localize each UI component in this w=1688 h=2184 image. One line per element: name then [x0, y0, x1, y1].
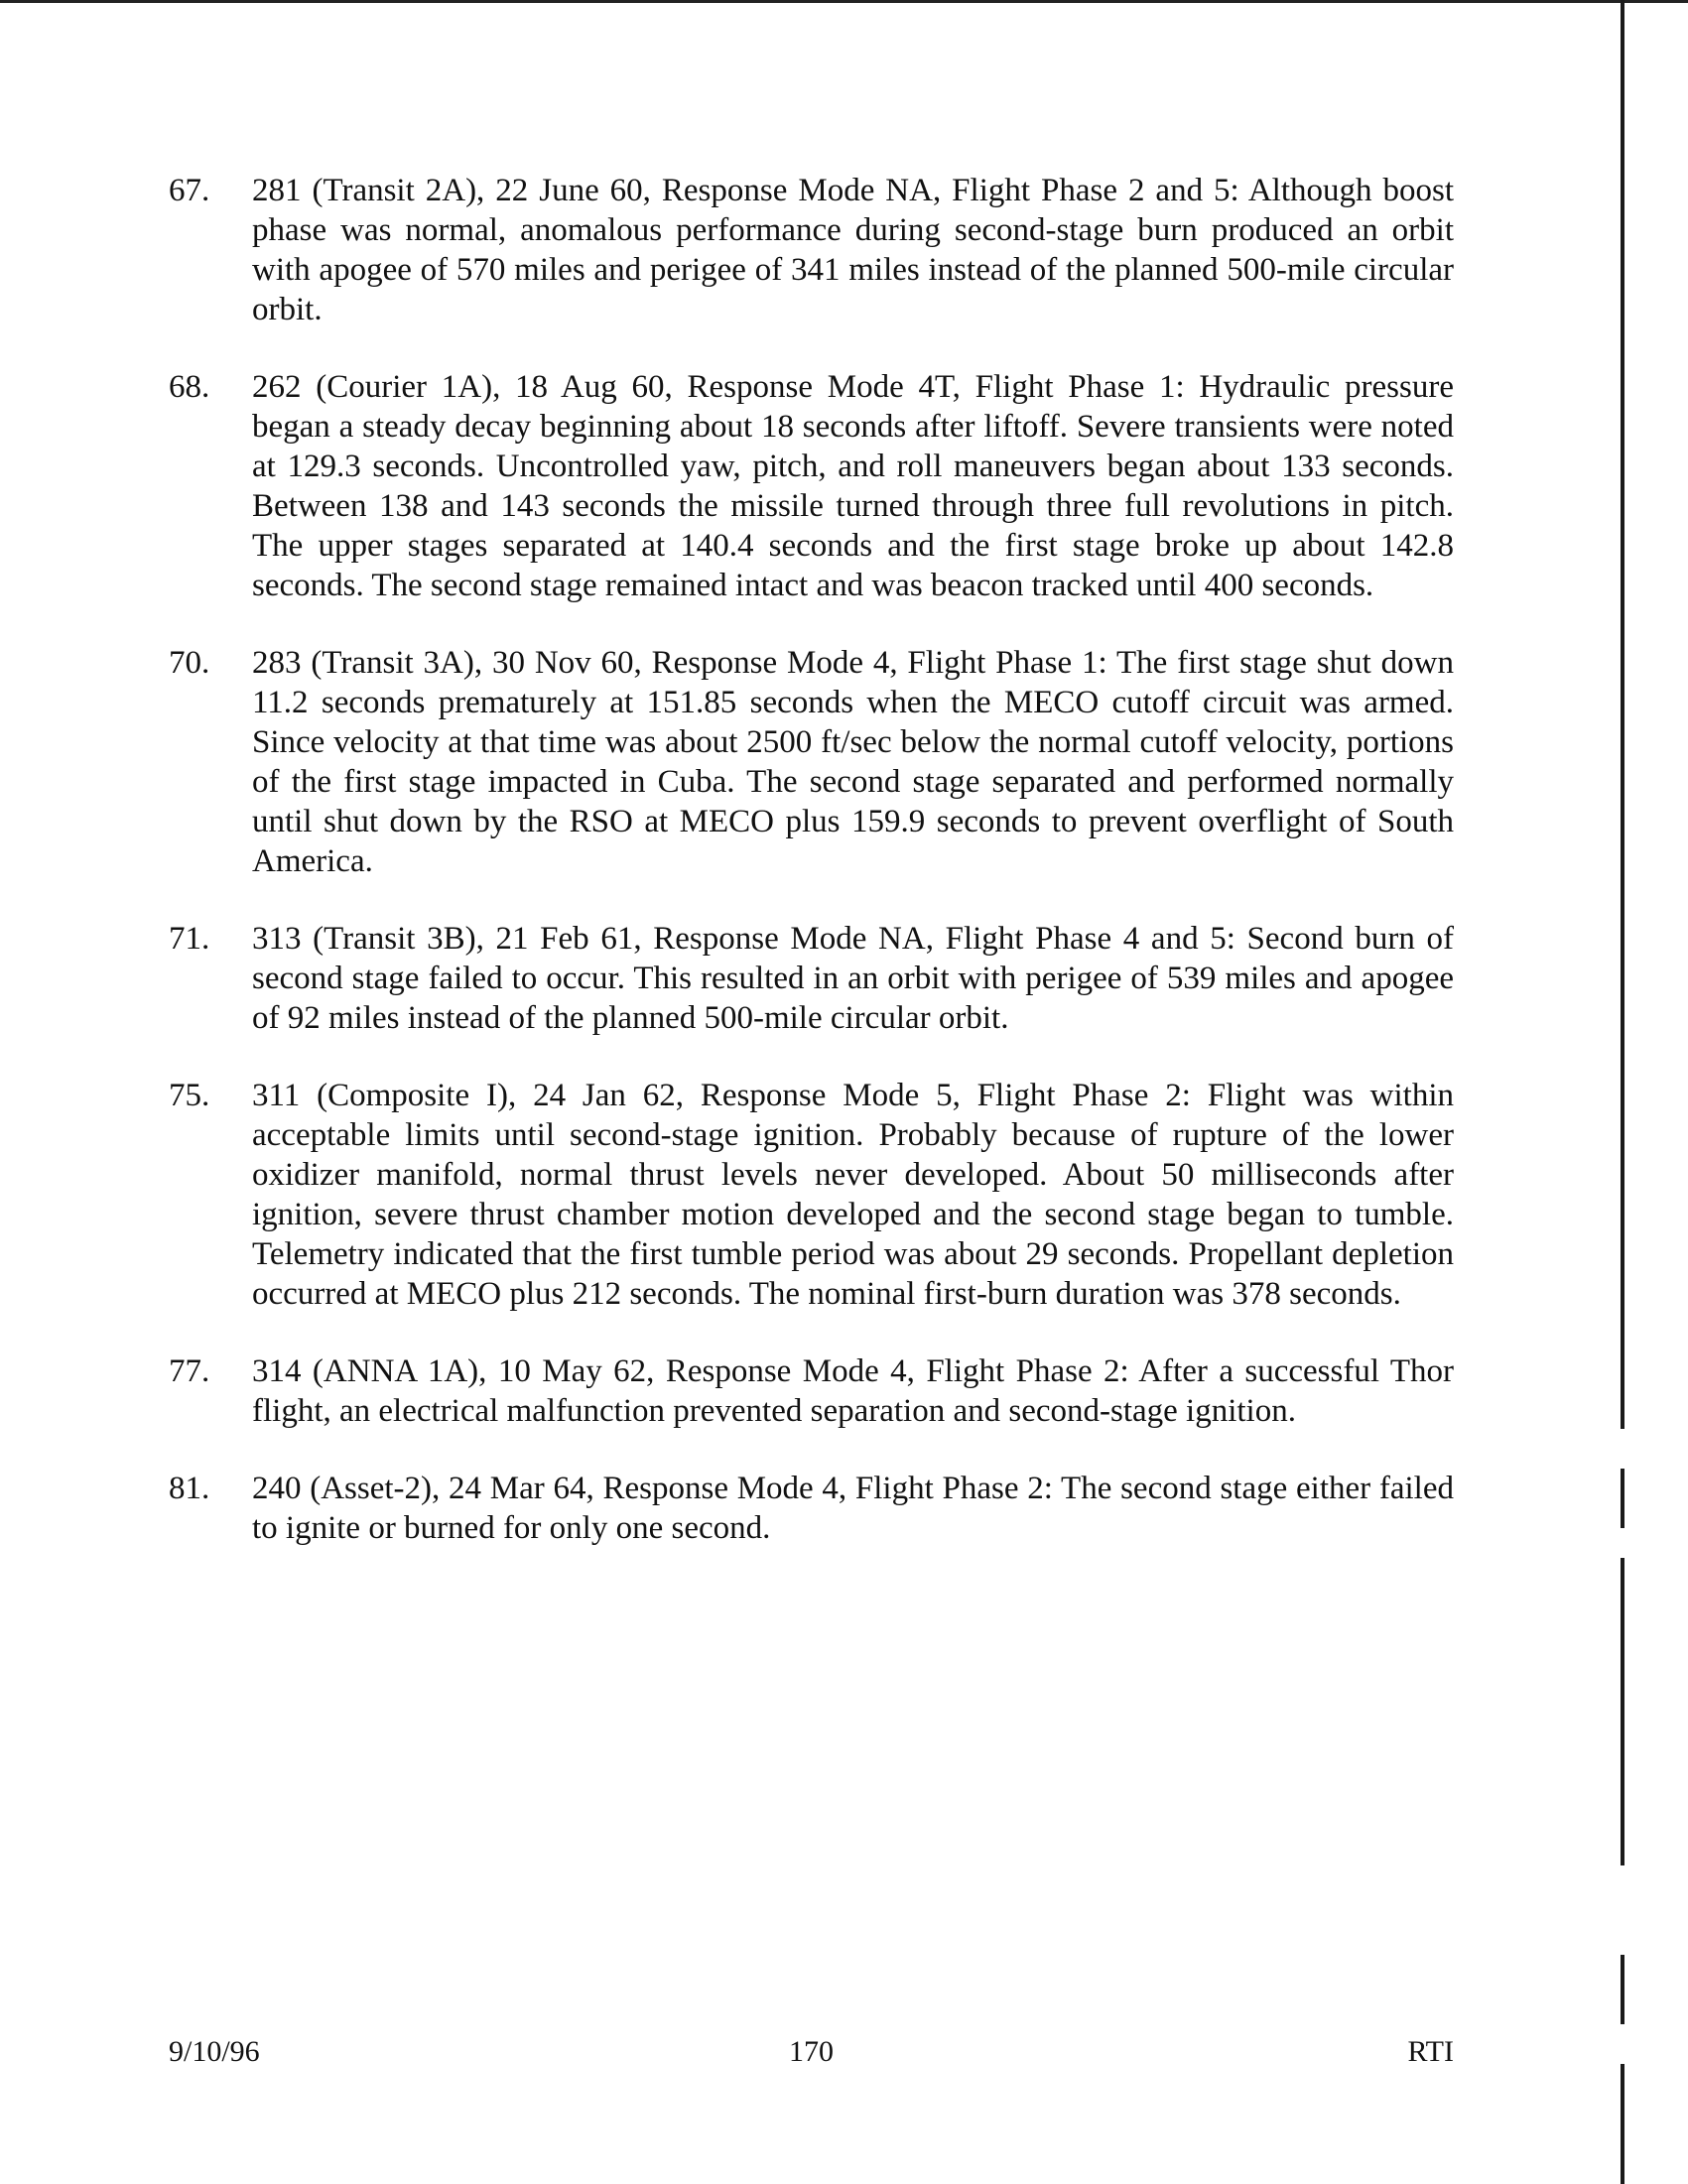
entry-number: 70. [169, 645, 210, 681]
right-rule-gap [1618, 1528, 1627, 1558]
entry-68 [169, 367, 1454, 605]
entry-text: 314 (ANNA 1A), 10 May 62, Response Mode 4, Flight Phase 2: After a successful Thor flight, an electrical malfunction prevented separation and second-stage ignition. [252, 1353, 1454, 1429]
entry-number: 71. [169, 921, 210, 957]
entry-70 [169, 643, 1454, 881]
page-number: 170 [789, 2035, 834, 2068]
right-rule-gap [1618, 1429, 1627, 1469]
failure-entries-list [169, 171, 1454, 1586]
entry-text: 262 (Courier 1A), 18 Aug 60, Response Mode 4T, Flight Phase 1: Hydraulic pressure began a steady decay beginning about 18 seconds after liftoff. Severe transients were noted at 129.3 seconds. Uncontrolled yaw, pitch, and roll maneuvers began about 133 seconds. Between 138 and 143 seconds the missile turned through three full revolutions in pitch. The upper stages separated at 140.4 seconds and the first stage broke up about 142.8 seconds. The second stage remained intact and was beacon tracked until 400 seconds. [252, 369, 1454, 603]
entry-number: 68. [169, 369, 210, 405]
entry-text: 311 (Composite I), 24 Jan 62, Response Mode 5, Flight Phase 2: Flight was within acceptable limits until second-stage ignition. Probably because of rupture of the lower oxidizer manifold, normal thrust levels never developed. About 50 milliseconds after ignition, severe thrust chamber motion developed and the second stage began to tumble. Telemetry indicated that the first tumble period was about 29 seconds. Propellant depletion occurred at MECO plus 212 seconds. The nominal first-burn duration was 378 seconds. [252, 1078, 1454, 1312]
page-footer [169, 2032, 1454, 2072]
entry-number: 81. [169, 1471, 210, 1506]
entry-75 [169, 1076, 1454, 1314]
entry-number: 67. [169, 173, 210, 208]
entry-text: 281 (Transit 2A), 22 June 60, Response Mode NA, Flight Phase 2 and 5: Although boost phase was normal, anomalous performance during second-stage burn produced an orbit with apogee of 570 miles and perigee of 341 miles instead of the planned 500-mile circular orbit. [252, 173, 1454, 327]
right-rule-gap [1618, 1865, 1627, 1955]
entry-67 [169, 171, 1454, 329]
entry-71 [169, 919, 1454, 1038]
entry-81 [169, 1469, 1454, 1548]
top-border-rule [0, 0, 1688, 3]
footer-date: 9/10/96 [169, 2035, 260, 2068]
right-border-rule [1621, 0, 1624, 2184]
entry-text: 240 (Asset-2), 24 Mar 64, Response Mode 4, Flight Phase 2: The second stage either failed to ignite or burned for only one second. [252, 1471, 1454, 1546]
entry-text: 283 (Transit 3A), 30 Nov 60, Response Mode 4, Flight Phase 1: The first stage shut down 11.2 seconds prematurely at 151.85 seconds when the MECO cutoff circuit was armed. Since velocity at that time was about 2500 ft/sec below the normal cutoff velocity, portions of the first stage impacted in Cuba. The second stage separated and performed normally until shut down by the RSO at MECO plus 159.9 seconds to prevent overflight of South America. [252, 645, 1454, 879]
entry-number: 75. [169, 1078, 210, 1113]
entry-text: 313 (Transit 3B), 21 Feb 61, Response Mode NA, Flight Phase 4 and 5: Second burn of second stage failed to occur. This resulted in an orbit with perigee of 539 miles and apogee of 92 miles instead of the planned 500-mile circular orbit. [252, 921, 1454, 1036]
right-rule-gap [1618, 2024, 1627, 2064]
footer-organization: RTI [1407, 2035, 1454, 2068]
entry-77 [169, 1351, 1454, 1431]
entry-number: 77. [169, 1353, 210, 1389]
